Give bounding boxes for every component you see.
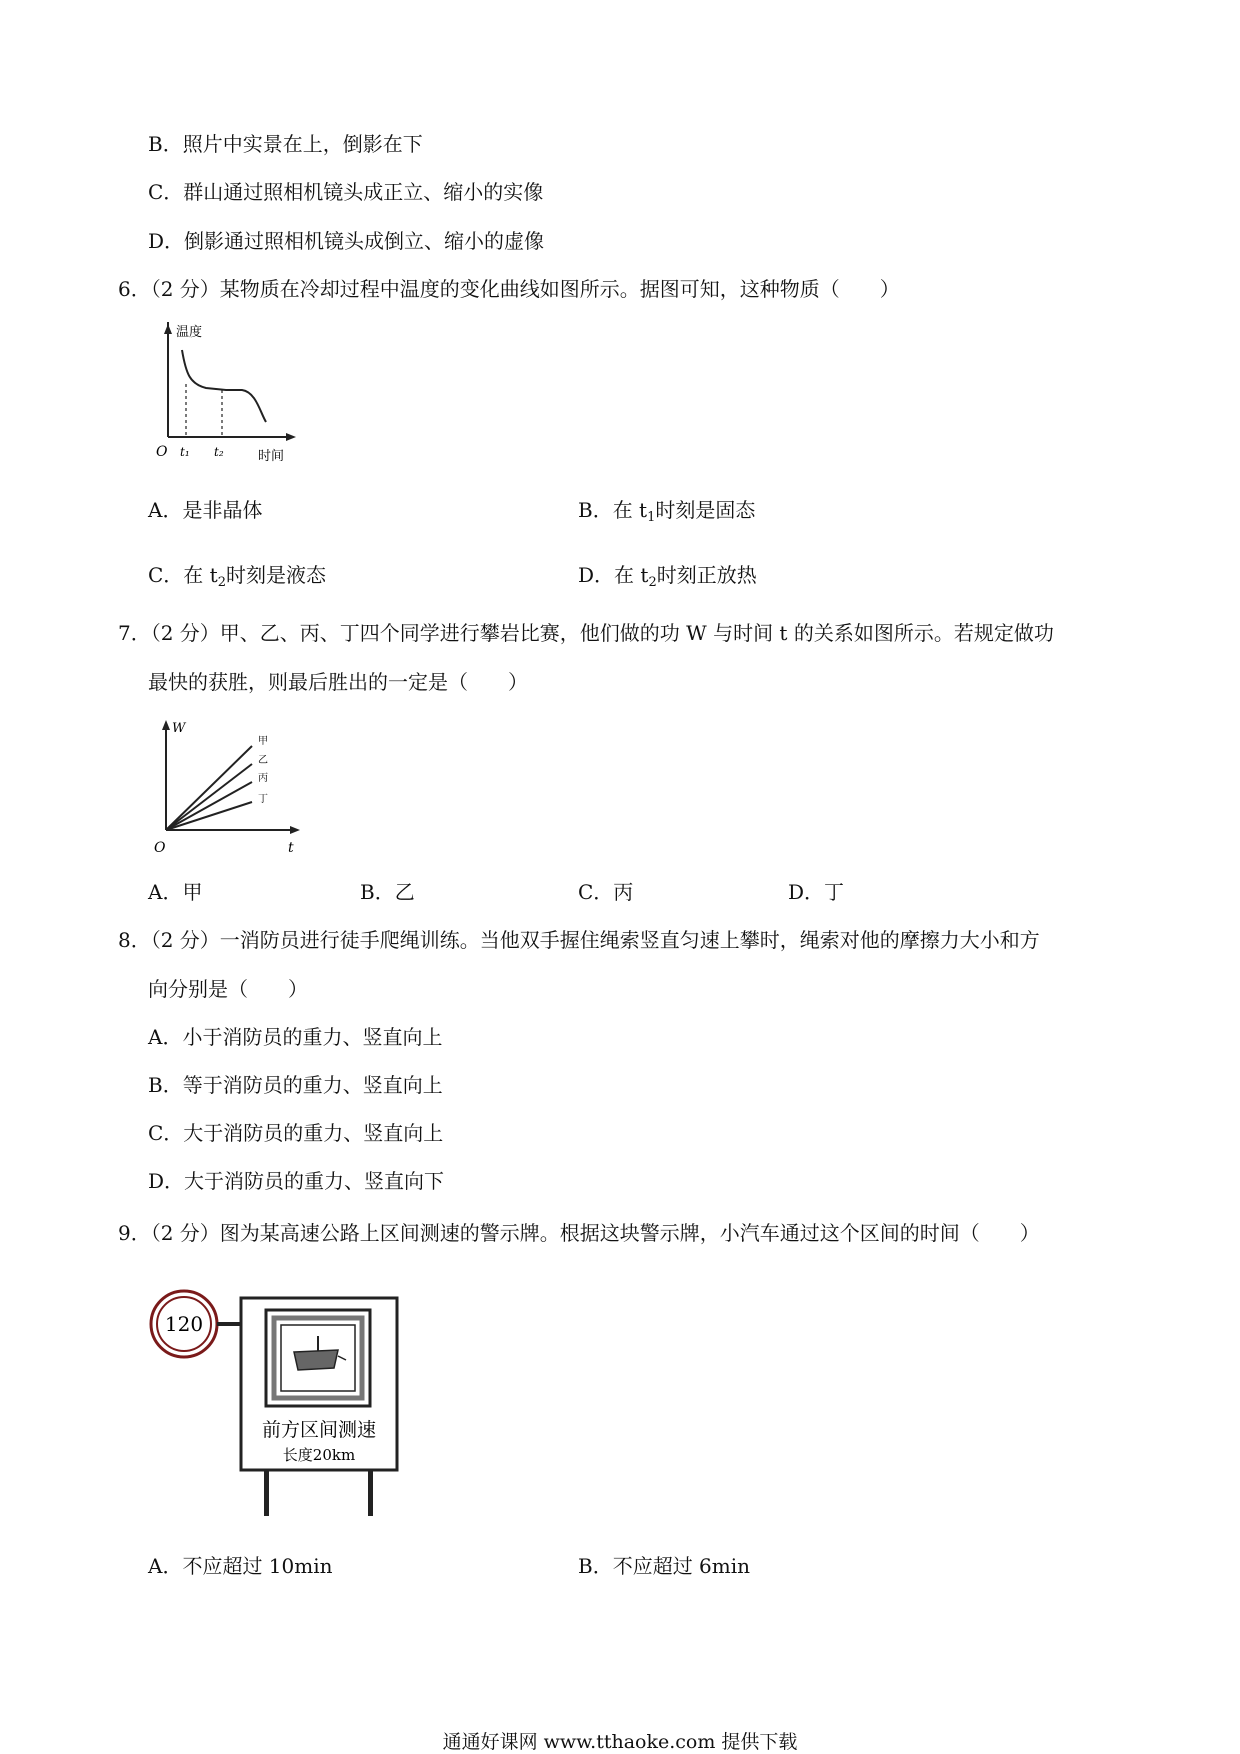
q5-option-b: B．照片中实景在上，倒影在下 xyxy=(148,132,423,156)
sign-text-line2: 长度20km xyxy=(282,1446,356,1464)
q6-y-axis-arrow xyxy=(164,324,172,334)
q6-option-a: A．是非晶体 xyxy=(148,498,263,522)
q6-origin-label: O xyxy=(156,444,168,460)
q8-stem-line2: 向分别是（ ） xyxy=(148,977,308,1001)
q6-x-axis-arrow xyxy=(286,433,296,441)
q7-label-yi: 乙 xyxy=(258,755,268,766)
q8-option-b: B．等于消防员的重力、竖直向上 xyxy=(148,1073,443,1097)
q7-x-axis-arrow xyxy=(290,826,300,834)
sign-text-line1: 前方区间测速 xyxy=(261,1419,377,1441)
q9-option-b: B．不应超过 6min xyxy=(578,1554,751,1578)
q6-y-label: 温度 xyxy=(176,325,203,340)
q7-y-axis-arrow xyxy=(162,720,170,730)
camera-icon xyxy=(294,1350,338,1370)
q5-option-c: C．群山通过照相机镜头成正立、缩小的实像 xyxy=(148,180,544,204)
q6-stem: 6．（2 分）某物质在冷却过程中温度的变化曲线如图所示。据图可知，这种物质（ ） xyxy=(118,277,900,301)
q6-option-d: D．在 $t_2$时刻正放热 xyxy=(578,563,757,590)
q6-cooling-curve-figure xyxy=(150,322,310,470)
q9-speed-sign-figure xyxy=(148,1282,408,1522)
q9-option-a: A．不应超过 10min xyxy=(148,1554,333,1578)
q7-label-bing: 丙 xyxy=(258,773,268,784)
q5-option-d: D．倒影通过照相机镜头成倒立、缩小的虚像 xyxy=(148,229,545,253)
q7-option-d: D．丁 xyxy=(788,880,845,904)
sign-post-left xyxy=(264,1470,269,1516)
q6-option-c: C．在 $t_2$时刻是液态 xyxy=(148,563,326,590)
q7-y-label: W xyxy=(172,721,186,736)
page-footer: 通通好课网 www.tthaoke.com 提供下载 xyxy=(442,1731,798,1753)
sign-post-right xyxy=(368,1470,373,1516)
q7-x-label: t xyxy=(288,840,294,856)
q6-x-label: 时间 xyxy=(258,449,285,464)
q7-option-c: C．丙 xyxy=(578,880,634,904)
q7-stem-line2: 最快的获胜，则最后胜出的一定是（ ） xyxy=(148,670,528,694)
q7-line-jia xyxy=(166,746,252,830)
q8-stem-line1: 8．（2 分）一消防员进行徒手爬绳训练。当他双手握住绳索竖直匀速上攀时，绳索对他的摩擦力大小和方 xyxy=(118,928,1040,952)
q7-option-a: A．甲 xyxy=(148,880,203,904)
q7-line-yi xyxy=(166,764,252,830)
q8-option-d: D．大于消防员的重力、竖直向下 xyxy=(148,1169,445,1193)
q8-option-a: A．小于消防员的重力、竖直向上 xyxy=(148,1025,443,1049)
q7-origin-label: O xyxy=(154,840,166,856)
speed-limit-value: 120 xyxy=(164,1312,204,1336)
q7-option-b: B．乙 xyxy=(360,880,415,904)
q6-tick1-label: t₁ xyxy=(180,445,190,459)
q6-temperature-curve xyxy=(182,350,266,422)
q7-label-ding: 丁 xyxy=(258,794,268,805)
q7-stem-line1: 7．（2 分）甲、乙、丙、丁四个同学进行攀岩比赛，他们做的功 W 与时间 t 的关系如图所示。若规定做功 xyxy=(118,621,1054,645)
q7-work-time-figure xyxy=(150,718,310,863)
q7-label-jia: 甲 xyxy=(258,736,268,747)
q6-option-b: B．在 $t_1$时刻是固态 xyxy=(578,498,756,525)
q9-stem: 9．（2 分）图为某高速公路上区间测速的警示牌。根据这块警示牌，小汽车通过这个区间的时间（ ） xyxy=(118,1221,1040,1245)
q6-tick2-label: t₂ xyxy=(214,445,224,459)
q8-option-c: C．大于消防员的重力、竖直向上 xyxy=(148,1121,444,1145)
